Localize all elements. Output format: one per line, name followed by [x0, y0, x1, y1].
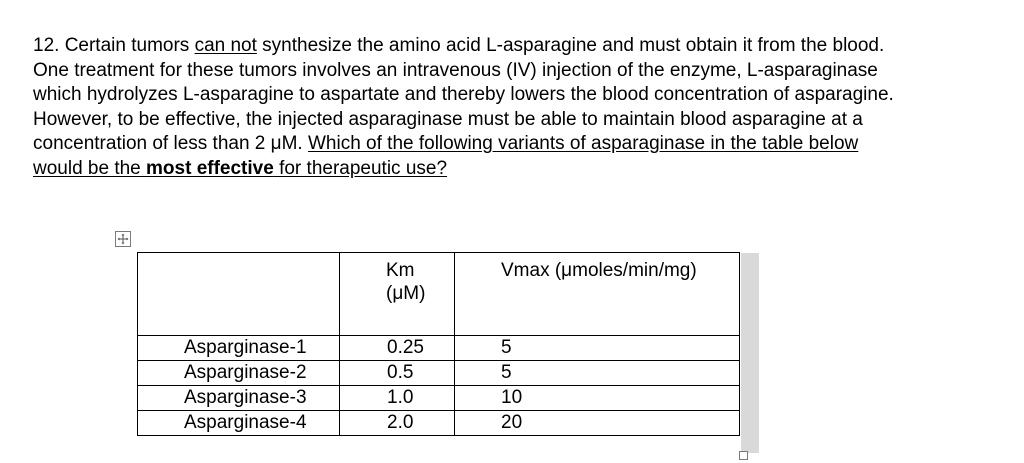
variant-name: Asparginase-3 [184, 387, 307, 408]
header-cell-variant [138, 253, 340, 336]
variant-name: Asparginase-4 [184, 412, 307, 433]
emphasis-can-not: can not [194, 35, 257, 56]
variant-name: Asparginase-1 [184, 337, 307, 358]
table-row [138, 361, 740, 386]
question-prompt-part-1: Which of the following variants of asparaginase in the table below [307, 133, 859, 154]
question-line-6: would be the most effective for therapeutic use? [33, 157, 448, 179]
km-value: 1.0 [387, 387, 414, 408]
km-value: 0.25 [387, 337, 424, 358]
vmax-value: 10 [501, 387, 523, 408]
resize-square-icon[interactable] [739, 451, 748, 460]
question-text [33, 34, 1023, 181]
km-value: 0.5 [387, 362, 414, 383]
move-cross-icon[interactable] [115, 231, 131, 247]
table-gutter [741, 253, 759, 453]
header-cell-km: Km (μM) [340, 253, 455, 336]
table-row [138, 386, 740, 411]
emphasis-most-effective: most effective [146, 157, 274, 179]
variant-name: Asparginase-2 [184, 362, 307, 383]
question-line-1: 12. Certain tumors can not synthesize the amino acid L-asparagine and must obtain it from the blood. [33, 35, 885, 56]
question-line-5: concentration of less than 2 μM. Which of the following variants of asparaginase in the table below [33, 133, 859, 154]
vmax-value: 5 [501, 362, 512, 383]
vmax-value: 5 [501, 337, 512, 358]
question-line-2: One treatment for these tumors involves an intravenous (IV) injection of the enzyme, L-asparaginase [33, 59, 878, 81]
table-header-row [138, 253, 740, 336]
vmax-value: 20 [501, 412, 523, 433]
question-line-4: However, to be effective, the injected asparaginase must be able to maintain blood asparagine at a [33, 108, 863, 130]
question-line-3: which hydrolyzes L-asparagine to aspartate and thereby lowers the blood concentration of asparagine. [33, 84, 894, 105]
enzyme-table [137, 252, 740, 436]
km-value: 2.0 [387, 412, 414, 433]
header-cell-vmax: Vmax (μmoles/min/mg) [455, 253, 740, 336]
table-row [138, 411, 740, 436]
table-row [138, 336, 740, 361]
